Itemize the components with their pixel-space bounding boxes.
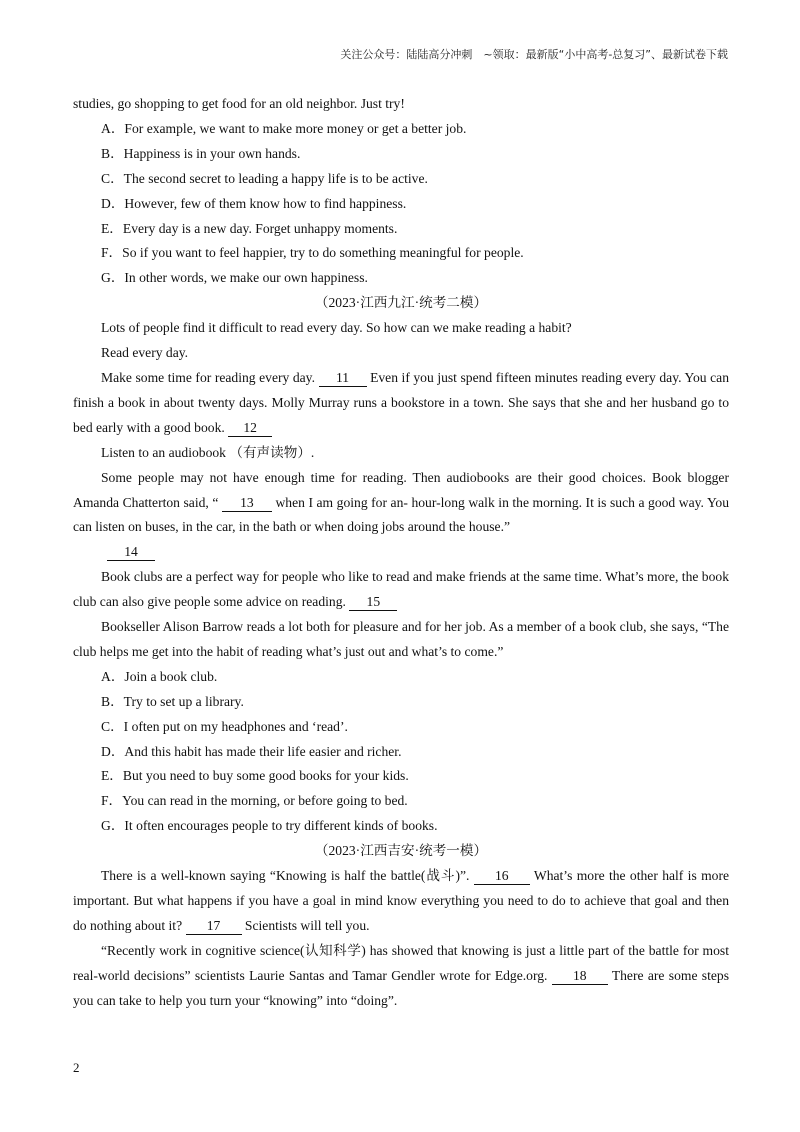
blank-12[interactable]: 12 xyxy=(228,420,272,437)
option-1c: C．The second secret to leading a happy life is to be active. xyxy=(101,170,428,186)
blank-18[interactable]: 18 xyxy=(552,968,608,985)
page-number: 2 xyxy=(73,1060,80,1075)
blank-11[interactable]: 11 xyxy=(319,370,367,387)
options1-list xyxy=(73,117,729,291)
option-2e: E．But you need to buy some good books for your kids. xyxy=(101,768,409,784)
blank-15[interactable]: 15 xyxy=(349,594,397,611)
page-header: 关注公众号：陆陆高分冲刺 ~领取：最新版“小中高考-总复习”、最新试卷下载 xyxy=(340,48,728,61)
option-2c: C．I often put on my headphones and ‘read’. xyxy=(101,718,348,734)
option-2d: D．And this habit has made their life easier and richer. xyxy=(101,743,402,759)
option-1d: D．However, few of them know how to find happiness. xyxy=(101,195,407,211)
option-2g: G．It often encourages people to try different kinds of books. xyxy=(101,818,438,834)
option-1g: G．In other words, we make our own happiness. xyxy=(101,270,368,286)
passage2-blank-14-line xyxy=(73,540,729,565)
option-1f: F．So if you want to feel happier, try to do something meaningful for people. xyxy=(101,245,524,261)
option-1a: A．For example, we want to make more money or get a better job. xyxy=(101,120,467,136)
passage1-tail: studies, go shopping to get food for an old neighbor. Just try! xyxy=(73,96,405,111)
option-2f: F．You can read in the morning, or before going to bed. xyxy=(101,793,408,809)
option-1b: B．Happiness is in your own hands. xyxy=(101,145,301,161)
blank-17[interactable]: 17 xyxy=(186,918,242,935)
options2-list xyxy=(73,665,729,839)
passage3-para-2: “Recently work in cognitive science(认知科学) has showed that knowing is just a little part of the battle for most real-world decisions” scientists Laurie Santas and Tamar Gendler wrote for Edge.org. 18 There are some steps you can take to help you turn your “knowing” into “doing”. xyxy=(73,942,729,1008)
source-label-2: （2023·江西九江·统考二模） xyxy=(314,295,488,311)
passage3-para-1: There is a well-known saying “Knowing is half the battle(战斗)”. 16 What’s more the other half is more important. But what happens if you have a goal in mind know everything you need to do to achieve that goal and then do nothing about it? 17 Scientists will tell you. xyxy=(73,868,730,933)
passage2-para-4: Bookseller Alison Barrow reads a lot both for pleasure and for her job. As a member of a book club, she says, “The club helps me get into the habit of reading what’s just out and what’s to come.” xyxy=(73,619,729,659)
passage2-intro: Lots of people find it difficult to read every day. So how can we make reading a habit? xyxy=(101,320,572,336)
option-1e: E．Every day is a new day. Forget unhappy moments. xyxy=(101,220,398,236)
blank-13[interactable]: 13 xyxy=(222,495,272,512)
passage2-heading-1: Read every day. xyxy=(101,345,189,361)
blank-14[interactable]: 14 xyxy=(107,544,155,561)
source-label-3: （2023·江西吉安·统考一模） xyxy=(314,843,488,859)
option-2b: B．Try to set up a library. xyxy=(101,693,244,709)
option-2a: A．Join a book club. xyxy=(101,668,218,684)
document-body xyxy=(73,92,729,1014)
passage2-para-2: Some people may not have enough time for reading. Then audiobooks are their good choices. Book blogger Amanda Chatterton said, “ 13 when I am going for an- hour-long walk in the morning. It is such a good way. You can listen on buses, in the car, in the bath or when doing jobs around the house.” xyxy=(73,469,729,535)
blank-16[interactable]: 16 xyxy=(474,868,530,885)
passage2-para-3: Book clubs are a perfect way for people who like to read and make friends at the same time. What’s more, the book club can also give people some advice on reading. 15 xyxy=(73,569,729,610)
passage2-para-1: Make some time for reading every day. 11 Even if you just spend fifteen minutes reading every day. You can finish a book in about twenty days. Molly Murray runs a bookstore in a town. She says that she and her husband go to bed early with a good book. 12 xyxy=(73,369,729,435)
passage2-heading-2: Listen to an audiobook （有声读物）. xyxy=(101,444,315,460)
